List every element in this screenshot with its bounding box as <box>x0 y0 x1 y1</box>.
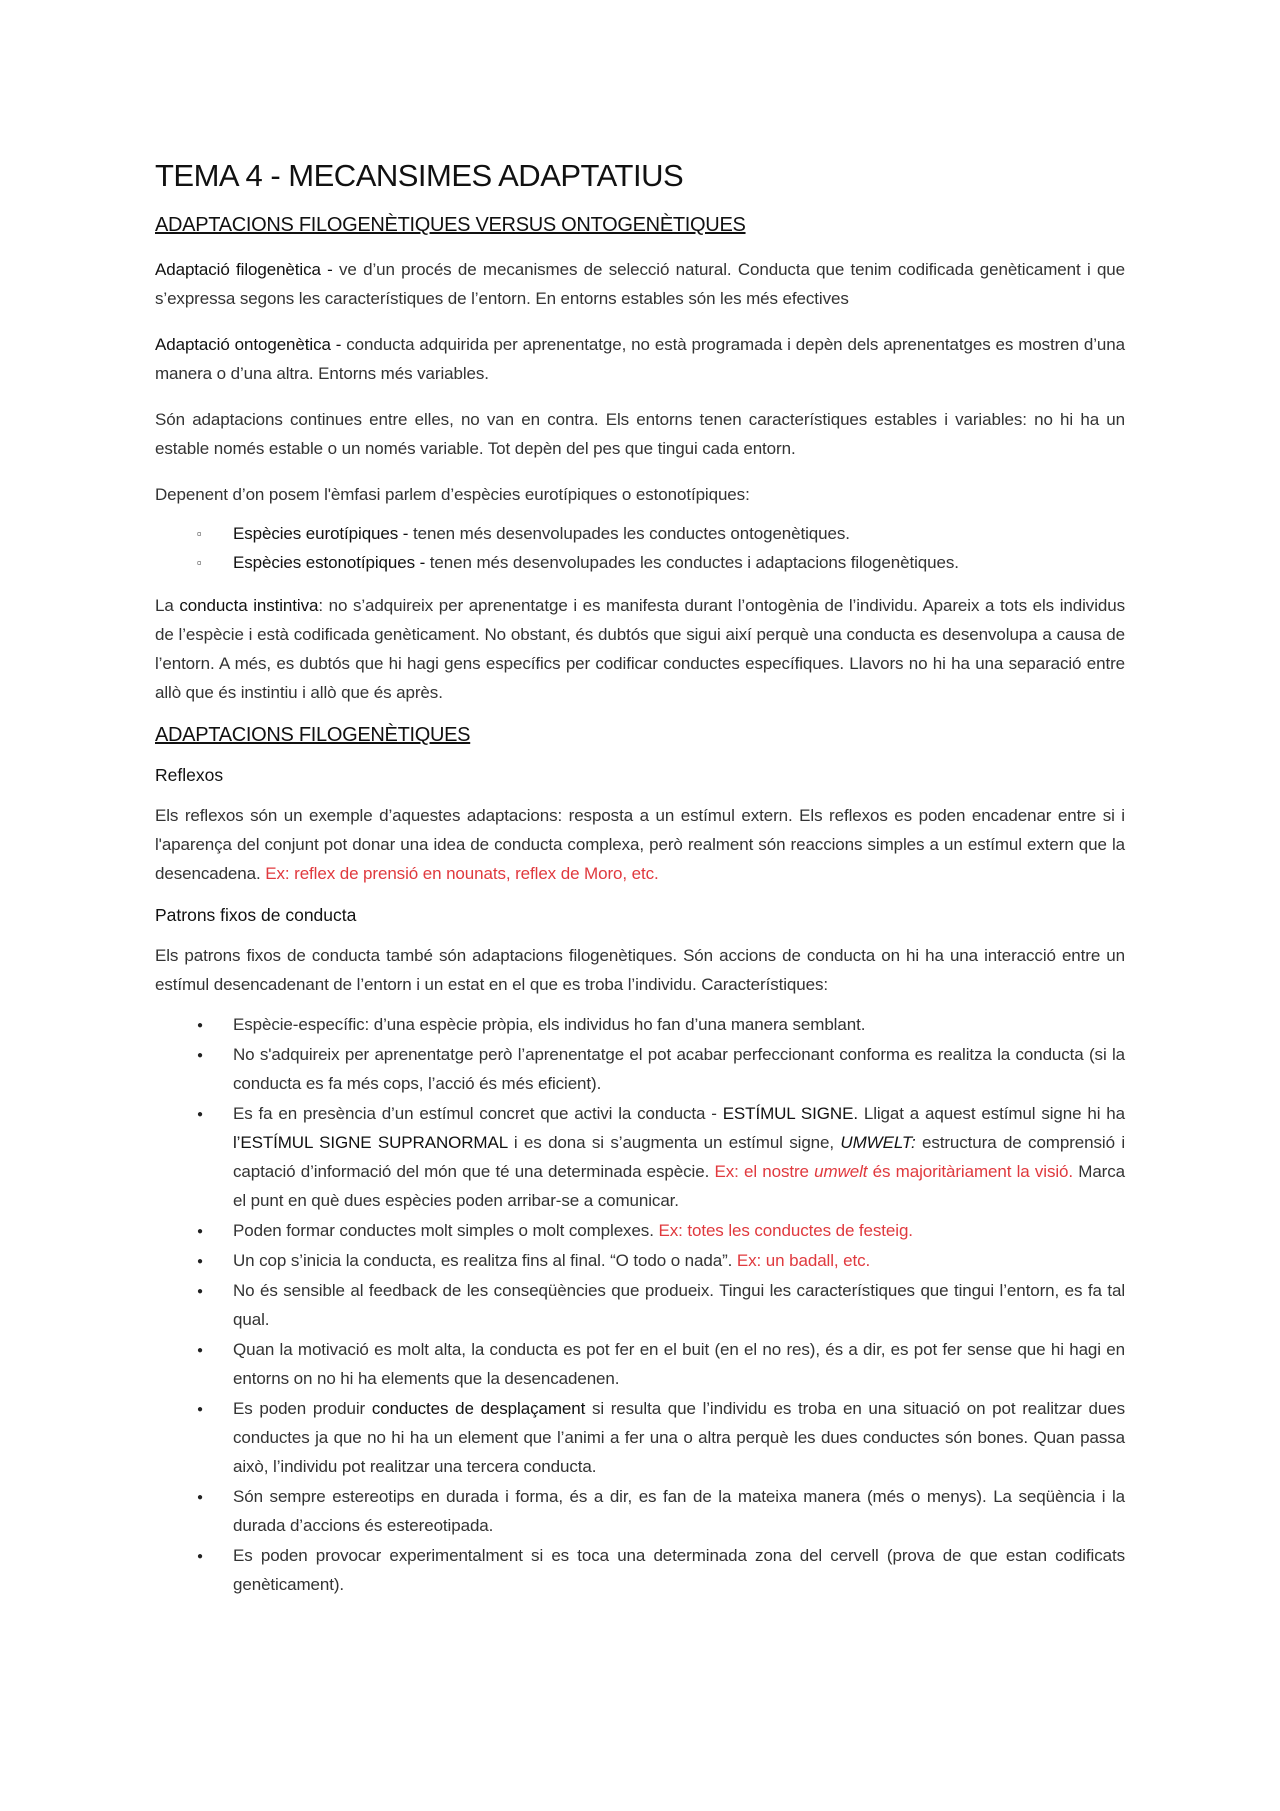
list-item: ● Són sempre estereotips en durada i forma, és a dir, es fan de la mateixa manera (més o menys). La seqüència i la durada d’accions és estereotipada. <box>155 1482 1125 1540</box>
paragraph-conducta-instintiva <box>155 591 1125 707</box>
text: Lligat a aquest estímul signe hi ha <box>857 1104 1125 1123</box>
list-item: ● Quan la motivació es molt alta, la conducta es pot fer en el buit (en el no res), és a dir, es pot fer sense que hi hagi en entorns on no hi ha elements que la desencadenen. <box>155 1335 1125 1393</box>
section-heading-filogenetiques: ADAPTACIONS FILOGENÈTIQUES <box>155 724 471 746</box>
subheading-patrons-fixos: Patrons fixos de conducta <box>155 905 357 925</box>
text: Poden formar conductes molt simples o molt complexes. <box>233 1221 659 1240</box>
term-adaptacio-ontogenetica: Adaptació ontogenètica - <box>155 335 342 354</box>
characteristics-list <box>155 1010 1125 1599</box>
example-umwelt <box>714 1162 1073 1181</box>
text: si resulta que l’individu es troba en una situació on pot realitzar dues conductes ja que no hi ha un element que l’animi a fer una o altra perquè les dues conductes són bones. Quan passa això, l’individu pot realitzar una tercera conducta. <box>233 1399 1125 1476</box>
term-umwelt: UMWELT: <box>840 1133 916 1152</box>
text: Marca el punt en què dues espècies poden arribar-se a comunicar. <box>233 1162 1126 1210</box>
term-adaptacio-filogenetica: Adaptació filogenètica - <box>155 260 333 279</box>
text: i es dona si s’augmenta un estímul signe, <box>507 1133 841 1152</box>
list-item: ● No és sensible al feedback de les conseqüències que produeix. Tingui les característiques que tingui l’entorn, es fa tal qual. <box>155 1276 1125 1334</box>
text-adaptacio-ontogenetica: conducta adquirida per aprenentatge, no està programada i depèn dels aprenentatges es mostren d’una manera o d’una altra. Entorns més variables. <box>155 335 1125 383</box>
term-euritipiques: Espècies eurotípiques - <box>233 524 409 543</box>
paragraph-adaptacio-ontogenetica <box>155 330 1125 388</box>
list-item <box>155 1099 1125 1215</box>
list-item: ● Espècie-específic: d’una espècie pròpia, els individus ho fan d’una manera semblant. <box>155 1010 1125 1039</box>
list-item <box>155 1394 1125 1481</box>
paragraph-patrons-fixos: Els patrons fixos de conducta també són adaptacions filogenètiques. Són accions de conducta on hi ha una interacció entre un estímul desencadenant de l’entorn i un estat en el que es troba l’individu. Característiques: <box>155 946 1125 994</box>
text-conducta-instintiva: : no s’adquireix per aprenentatge i es manifesta durant l’ontogènia de l’individu. Apareix a tots els individus de l’espècie i està codificada genèticament. No obstant, és dubtós que sigui així perquè una conducta es desenvolupa a causa de l’entorn. A més, es dubtós que hi hagi gens específics per codificar conductes específiques. Llavors no hi ha una separació entre allò que és instintiu i allò que és après. <box>155 596 1125 702</box>
term-conductes-desplacament: conductes de desplaçament <box>371 1399 586 1418</box>
text: Es fa en presència d’un estímul concret que activi la conducta - <box>233 1104 723 1123</box>
term-estimul-signe: ESTÍMUL SIGNE. <box>722 1104 858 1123</box>
species-list <box>155 519 1125 577</box>
list-item <box>155 1246 1125 1275</box>
paragraph-adaptacions-continues: Són adaptacions continues entre elles, no van en contra. Els entorns tenen característiques estables i variables: no hi ha un estable només estable o un només variable. Tot depèn del pes que tingui cada entorn. <box>155 410 1125 458</box>
list-item-text: tenen més desenvolupades les conductes i adaptacions filogenètiques. <box>425 553 959 572</box>
text-adaptacio-filogenetica: ve d’un procés de mecanismes de selecció natural. Conducta que tenim codificada genèticament i que s’expressa segons les característiques de l’entorn. En entorns estables són les més efectives <box>155 260 1126 308</box>
text: estructura de comprensió i captació d’informació del món que té una determinada espècie. <box>233 1133 1125 1181</box>
document-page <box>155 150 1125 1613</box>
text: Es poden produir <box>233 1399 372 1418</box>
list-item: ● No s'adquireix per aprenentatge però l’aprenentatge el pot acabar perfeccionant conforma es realitza la conducta (si la conducta es fa més cops, l’acció és més eficient). <box>155 1040 1125 1098</box>
list-item <box>155 1216 1125 1245</box>
text-la: La <box>155 596 180 615</box>
list-item <box>155 548 1125 577</box>
example-reflexos: Ex: reflex de prensió en nounats, reflex de Moro, etc. <box>265 864 659 883</box>
example-festeig: Ex: totes les conductes de festeig. <box>658 1221 913 1240</box>
list-item: ● Es poden provocar experimentalment si es toca una determinada zona del cervell (prova de que estan codificats genèticament). <box>155 1541 1125 1599</box>
paragraph-adaptacio-filogenetica <box>155 255 1125 313</box>
example-text: Ex: el nostre <box>714 1162 815 1181</box>
subheading-reflexos: Reflexos <box>155 765 224 785</box>
term-estimul-supranormal: l’ESTÍMUL SIGNE SUPRANORMAL <box>233 1133 508 1152</box>
text-reflexos: Els reflexos són un exemple d’aquestes adaptacions: resposta a un estímul extern. Els reflexos es poden encadenar entre si i l'aparença del conjunt pot donar una idea de conducta complexa, però realment són reaccions simples a un estímul extern que la desencadena. <box>155 806 1125 883</box>
list-item-text: tenen més desenvolupades les conductes ontogenètiques. <box>408 524 850 543</box>
example-badall: Ex: un badall, etc. <box>736 1251 871 1270</box>
example-umwelt-italic: umwelt <box>814 1162 868 1181</box>
list-item <box>155 519 1125 548</box>
paragraph-emfasi: Depenent d’on posem l'èmfasi parlem d’espècies eurotípiques o estonotípiques: <box>155 485 750 504</box>
paragraph-reflexos <box>155 801 1125 888</box>
section-heading-filo-vs-onto: ADAPTACIONS FILOGENÈTIQUES VERSUS ONTOGENÈTIQUES <box>155 214 746 236</box>
term-estonotipiques: Espècies estonotípiques - <box>233 553 426 572</box>
text: Un cop s’inicia la conducta, es realitza fins al final. “O todo o nada”. <box>233 1251 737 1270</box>
term-conducta-instintiva: conducta instintiva <box>179 596 319 615</box>
page-title: TEMA 4 - MECANSIMES ADAPTATIUS <box>155 158 684 193</box>
example-text: és majoritàriament la visió. <box>867 1162 1074 1181</box>
